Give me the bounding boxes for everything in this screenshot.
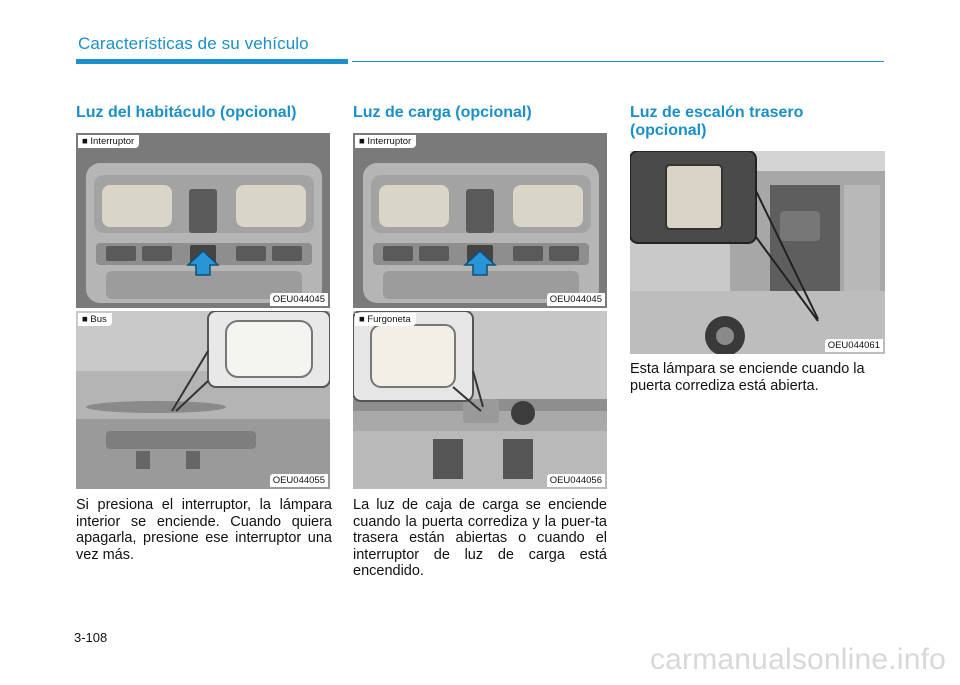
photo-van-step xyxy=(630,151,885,354)
image-code: OEU044056 xyxy=(547,474,605,487)
van-step-illustration xyxy=(630,151,885,354)
image-tag: ■ Interruptor xyxy=(78,135,139,148)
section-title-line-2: (opcional) xyxy=(630,122,707,139)
body-text-interior-light: Si presiona el interruptor, la lámpara interior se enciende. Cuando quiera apagarla, presione ese interruptor una vez más. xyxy=(76,497,332,563)
photo-van-cargo xyxy=(353,311,607,489)
page-number: 3-108 xyxy=(74,630,108,645)
section-title-interior-light: Luz del habitáculo (opcional) xyxy=(76,104,297,121)
photo-switch-panel xyxy=(76,133,330,308)
header-rule-thin xyxy=(352,61,884,62)
section-title-rear-step-light xyxy=(630,104,884,140)
switch-panel-illustration xyxy=(353,133,607,308)
body-text-cargo-light: La luz de caja de carga se enciende cuando la puerta corrediza y la puer-ta trasera están abiertas o cuando el interruptor de luz de carga está encendido. xyxy=(353,497,607,580)
page-header-title: Características de su vehículo xyxy=(78,34,309,53)
photo-switch-panel-2 xyxy=(353,133,607,308)
watermark: carmanualsonline.info xyxy=(649,643,946,676)
image-tag: ■ Interruptor xyxy=(355,135,416,148)
section-title-line-1: Luz de escalón trasero xyxy=(630,104,804,121)
header-rule-thick xyxy=(76,59,348,64)
image-code: OEU044055 xyxy=(270,474,328,487)
photo-bus-interior xyxy=(76,311,330,489)
image-tag: ■ Bus xyxy=(78,313,112,326)
body-text-rear-step-light: Esta lámpara se enciende cuando la puerta corrediza está abierta. xyxy=(630,361,865,394)
image-code: OEU044045 xyxy=(270,293,328,306)
switch-panel-illustration xyxy=(76,133,330,308)
bus-interior-illustration xyxy=(76,311,330,489)
image-code: OEU044061 xyxy=(825,339,883,352)
van-cargo-illustration xyxy=(353,311,607,489)
section-title-cargo-light: Luz de carga (opcional) xyxy=(353,104,532,121)
image-code: OEU044045 xyxy=(547,293,605,306)
image-tag: ■ Furgoneta xyxy=(355,313,416,326)
